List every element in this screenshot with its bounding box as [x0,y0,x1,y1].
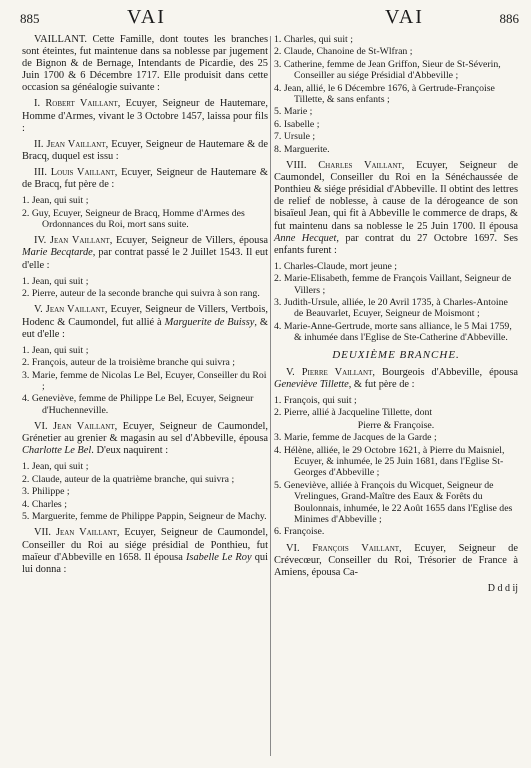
list-item: Pierre & Françoise. [357,419,435,431]
list-item: 5. Marie ; [274,106,313,118]
list-item: 2. Claude, auteur de la quatrième branche, qui suivra ; [22,473,235,485]
list-item: 6. Françoise. [274,526,325,538]
generation-iv: IV. Jean Vaillant, Ecuyer, Seigneur de Villers, épousa Marie Becqtarde, par contrat passé le 2 Juillet 1543. Il eut d'elle : [22,235,268,271]
generation-iii: III. Louis Vaillant, Ecuyer, Seigneur de Hautemare & de Bracq, fut père de : [22,166,268,191]
list-item: 3. Philippe ; [22,486,70,498]
list-item: 3. Judith-Ursule, alliée, le 20 Avril 1735, à Charles-Antoine de Beauvarlet, Ecuyer, Seigneur de Moismont ; [274,297,508,320]
list-item: 1. Jean, qui suit ; [22,344,89,356]
list-item: 2. Pierre, auteur de la seconde branche qui suivra à son rang. [22,288,260,300]
list-item: 2. François, auteur de la troisième branche qui suivra ; [22,357,236,369]
generation-vi: VI. Jean Vaillant, Ecuyer, Seigneur de Caumondel, Grénetier au grenier & magasin au sel d'Abbeville, épousa Charlotte Le Bel. D'eux naquirent : [22,421,268,457]
list-item: 4. Charles ; [22,498,67,510]
children-list-vii [274,34,518,155]
running-head-right: VAI [385,6,424,28]
list-item: 3. Catherine, femme de Jean Griffon, Sieur de St-Séverin, Conseiller au siége Présidial d'Abbeville ; [274,58,501,82]
intro-paragraph: VAILLANT. Cette Famille, dont toutes les branches sont éteintes, fut maintenue dans sa noblesse par jugement de Bignon & de Bernage, Intendants de Picardie, des 25 Juin 1700 & 6 Décembre 1717. Elle produisit dans cette occasion sa généalogie suivante : [22,34,268,94]
column-divider [270,36,271,756]
branch2-generation-v: V. Pierre Vaillant, Bourgeois d'Abbeville, épousa Geneviève Tillette, & fut père de : [274,366,518,390]
children-list-iii [22,195,268,230]
list-item: 4. Geneviève, femme de Philippe Le Bel, Ecuyer, Seigneur d'Huchenneville. [22,393,254,416]
generation-ii: II. Jean Vaillant, Ecuyer, Seigneur de Hautemare & de Bracq, duquel est issu : [22,138,268,162]
generation-viii: VIII. Charles Vaillant, Ecuyer, Seigneur de Caumondel, Conseiller du Roi en la Sénéchaussée de Ponthieu & siége présidial d'Abbeville. Il obtint des lettres de relief de noblesse, à cause de la dérogeance de son bisaïeul Jean, qui fit à Abbeville le commerce de draps, & fut maintenu dans sa noblesse le 25 Juin 1700. Il épousa Anne Hecquet, par contrat du 27 Octobre 1697. Ses enfants furent : [274,160,518,256]
branch-heading: DEUXIÈME BRANCHE. [332,348,460,361]
children-list-vi [22,461,268,522]
list-item: 1. Charles-Claude, mort jeune ; [274,260,397,272]
list-item: 5. Marguerite, femme de Philippe Pappin, Seigneur de Machy. [22,511,267,523]
left-column [22,34,268,580]
list-item: 7. Ursule ; [274,131,316,143]
list-item: 2. Marie-Elisabeth, femme de François Vaillant, Seigneur de Villers ; [274,273,512,296]
page-number-left: 885 [20,11,40,26]
list-item: 1. Charles, qui suit ; [274,34,353,45]
list-item: 1. Jean, qui suit ; [22,195,89,207]
branch2-generation-vi: VI. François Vaillant, Ecuyer, Seigneur de Crévecœur, Conseiller du Roi, Trésorier de France à Amiens, épousa Ca- [274,542,518,578]
list-item: 2. Pierre, allié à Jacqueline Tillette, dont [274,407,433,419]
list-item: 4. Hélène, alliée, le 29 Octobre 1621, à Pierre du Maisniel, Ecuyer, & inhumée, le 25 Juin 1681, dans l'Eglise St-Georges d'Abbeville ; [274,444,505,479]
list-item: 3. Marie, femme de Jacques de la Garde ; [274,432,437,444]
signature-mark: D d d ij [487,583,518,595]
list-item: 1. Jean, qui suit ; [22,461,89,473]
list-item: 4. Jean, allié, le 6 Décembre 1676, à Gertrude-Françoise Tillette, & sans enfants ; [274,82,495,106]
generation-v: V. Jean Vaillant, Ecuyer, Seigneur de Villers, Vertbois, Hodenc & Caumondel, fut allié à Marguerite de Buissy, & eut d'elle : [22,304,268,340]
children-list-viii [274,261,518,344]
list-item: 4. Marie-Anne-Gertrude, morte sans alliance, le 5 Mai 1759, & inhumée dans l'Eglise de Ste-Catherine d'Abbeville. [274,320,512,344]
list-item: 6. Isabelle ; [274,118,320,130]
children-list-iv [22,276,268,300]
list-item: 1. Jean, qui suit ; [22,275,89,287]
children-list-branch2-v [274,395,518,538]
right-column [274,34,518,595]
list-item: 1. François, qui suit ; [274,394,357,406]
generation-vii: VII. Jean Vaillant, Ecuyer, Seigneur de Caumondel, Conseiller du Roi au siége présidial de Ponthieu, fut maïeur d'Abbeville en 1658. Il épousa Isabelle Le Roy qui lui donna : [22,527,268,575]
children-list-v [22,345,268,416]
running-head-left: VAI [127,6,166,28]
page-header [0,6,531,32]
page-number-right: 886 [499,11,519,26]
list-item: 5. Geneviève, alliée à François du Wicquet, Seigneur de Vrelingues, Grand-Maître des Eaux & Forêts du Boulonnais, inhumée, le 22 Août 1655 dans l'Eglise des Minimes d'Abbeville ; [274,479,513,525]
list-item: 2. Claude, Chanoine de St-Wlfran ; [274,46,413,58]
list-item: 2. Guy, Ecuyer, Seigneur de Bracq, Homme d'Armes des Ordonnances du Roi, mort sans suite. [22,207,245,230]
list-item: 3. Marie, femme de Nicolas Le Bel, Ecuyer, Conseiller du Roi ; [22,369,267,392]
list-item: 8. Marguerite. [274,143,330,155]
generation-i: I. Robert Vaillant, Ecuyer, Seigneur de Hautemare, Homme d'Armes, vivant le 3 Octobre 1457, laissa pour fils : [22,98,268,134]
